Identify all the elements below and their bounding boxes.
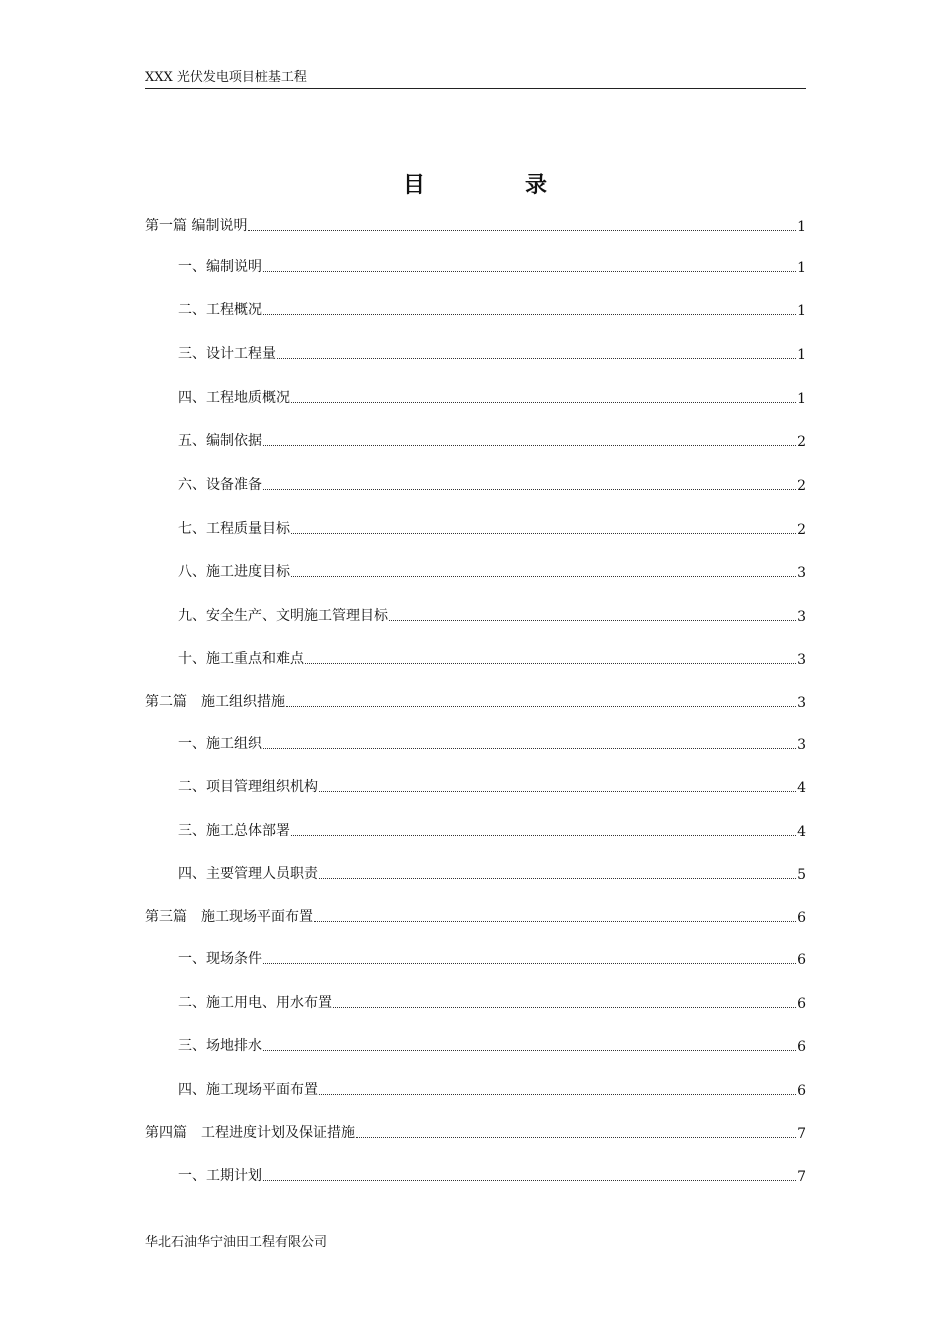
toc-section-entry[interactable] xyxy=(178,561,806,581)
toc-entry-label: 一、现场条件 xyxy=(178,951,262,967)
toc-entry-label: 四、工程地质概况 xyxy=(178,390,290,406)
page-footer: 华北石油华宁油田工程有限公司 xyxy=(145,1235,328,1250)
toc-entry-label: 一、工期计划 xyxy=(178,1168,262,1184)
toc-entry-label: 第一篇 编制说明 xyxy=(145,218,248,234)
toc-dot-leader xyxy=(291,576,796,577)
toc-page-number: 1 xyxy=(797,303,806,319)
toc-page-number: 2 xyxy=(797,478,806,494)
toc-dot-leader xyxy=(356,1137,796,1138)
toc-title xyxy=(0,168,950,199)
toc-entry-label: 二、项目管理组织机构 xyxy=(178,779,318,795)
toc-entry-label: 七、工程质量目标 xyxy=(178,521,290,537)
toc-entry-label: 二、施工用电、用水布置 xyxy=(178,995,332,1011)
toc-chapter-entry[interactable] xyxy=(145,215,806,235)
toc-dot-leader xyxy=(305,663,796,664)
page-header: XXX 光伏发电项目桩基工程 xyxy=(145,66,806,89)
toc-dot-leader xyxy=(291,533,796,534)
toc-section-entry[interactable] xyxy=(178,474,806,494)
toc-dot-leader xyxy=(291,835,796,836)
toc-dot-leader xyxy=(291,402,796,403)
toc-entry-label: 一、编制说明 xyxy=(178,259,262,275)
toc-section-entry[interactable] xyxy=(178,733,806,753)
toc-entry-label: 九、安全生产、文明施工管理目标 xyxy=(178,608,388,624)
toc-section-entry[interactable] xyxy=(178,1165,806,1185)
toc-section-entry[interactable] xyxy=(178,518,806,538)
toc-entry-label: 三、场地排水 xyxy=(178,1038,262,1054)
toc-entry-label: 十、施工重点和难点 xyxy=(178,651,304,667)
toc-dot-leader xyxy=(263,489,796,490)
toc-dot-leader xyxy=(248,230,796,231)
toc-page-number: 3 xyxy=(797,695,806,711)
toc-section-entry[interactable] xyxy=(178,820,806,840)
toc-page-number: 1 xyxy=(797,260,806,276)
toc-section-entry[interactable] xyxy=(178,863,806,883)
toc-dot-leader xyxy=(314,921,796,922)
toc-section-entry[interactable] xyxy=(178,992,806,1012)
toc-entry-label: 八、施工进度目标 xyxy=(178,564,290,580)
toc-title-right: 录 xyxy=(525,172,548,198)
toc-entry-label: 第四篇 工程进度计划及保证措施 xyxy=(145,1125,355,1141)
toc-entry-label: 三、设计工程量 xyxy=(178,346,276,362)
toc-page-number: 1 xyxy=(797,347,806,363)
toc-page-number: 3 xyxy=(797,565,806,581)
toc-page-number: 3 xyxy=(797,652,806,668)
toc-dot-leader xyxy=(277,358,796,359)
toc-section-entry[interactable] xyxy=(178,299,806,319)
toc-page-number: 1 xyxy=(797,219,806,235)
toc-dot-leader xyxy=(319,878,796,879)
toc-page-number: 7 xyxy=(797,1126,806,1142)
toc-page-number: 5 xyxy=(797,867,806,883)
toc-entry-label: 四、主要管理人员职责 xyxy=(178,866,318,882)
toc-entry-label: 一、施工组织 xyxy=(178,736,262,752)
toc-dot-leader xyxy=(263,1050,796,1051)
toc-dot-leader xyxy=(319,791,796,792)
toc-entry-label: 四、施工现场平面布置 xyxy=(178,1082,318,1098)
toc-page-number: 4 xyxy=(797,780,806,796)
toc-chapter-entry[interactable] xyxy=(145,691,806,711)
toc-page-number: 1 xyxy=(797,391,806,407)
toc-dot-leader xyxy=(319,1094,796,1095)
toc-title-left: 目 xyxy=(402,172,425,198)
toc-page-number: 4 xyxy=(797,824,806,840)
toc-dot-leader xyxy=(263,1180,796,1181)
toc-section-entry[interactable] xyxy=(178,648,806,668)
toc-page-number: 2 xyxy=(797,434,806,450)
toc-dot-leader xyxy=(333,1007,796,1008)
toc-dot-leader xyxy=(263,748,796,749)
toc-page-number: 6 xyxy=(797,952,806,968)
toc-dot-leader xyxy=(389,620,796,621)
toc-section-entry[interactable] xyxy=(178,256,806,276)
toc-section-entry[interactable] xyxy=(178,343,806,363)
toc-entry-label: 三、施工总体部署 xyxy=(178,823,290,839)
toc-page-number: 6 xyxy=(797,996,806,1012)
toc-page-number: 6 xyxy=(797,1039,806,1055)
toc-section-entry[interactable] xyxy=(178,1079,806,1099)
toc-page-number: 7 xyxy=(797,1169,806,1185)
toc-dot-leader xyxy=(286,706,796,707)
toc-section-entry[interactable] xyxy=(178,776,806,796)
toc-page-number: 3 xyxy=(797,609,806,625)
toc-dot-leader xyxy=(263,963,796,964)
toc-entry-label: 二、工程概况 xyxy=(178,302,262,318)
toc-section-entry[interactable] xyxy=(178,430,806,450)
toc-dot-leader xyxy=(263,271,796,272)
toc-entry-label: 第二篇 施工组织措施 xyxy=(145,694,285,710)
toc-page-number: 2 xyxy=(797,522,806,538)
toc-entry-label: 五、编制依据 xyxy=(178,433,262,449)
toc-chapter-entry[interactable] xyxy=(145,906,806,926)
toc-chapter-entry[interactable] xyxy=(145,1122,806,1142)
toc-page-number: 6 xyxy=(797,1083,806,1099)
toc-entry-label: 第三篇 施工现场平面布置 xyxy=(145,909,313,925)
toc-page-number: 3 xyxy=(797,737,806,753)
toc-section-entry[interactable] xyxy=(178,1035,806,1055)
toc-page-number: 6 xyxy=(797,910,806,926)
toc-dot-leader xyxy=(263,314,796,315)
toc-dot-leader xyxy=(263,445,796,446)
toc-section-entry[interactable] xyxy=(178,948,806,968)
toc-section-entry[interactable] xyxy=(178,387,806,407)
toc-section-entry[interactable] xyxy=(178,605,806,625)
toc-entry-label: 六、设备准备 xyxy=(178,477,262,493)
